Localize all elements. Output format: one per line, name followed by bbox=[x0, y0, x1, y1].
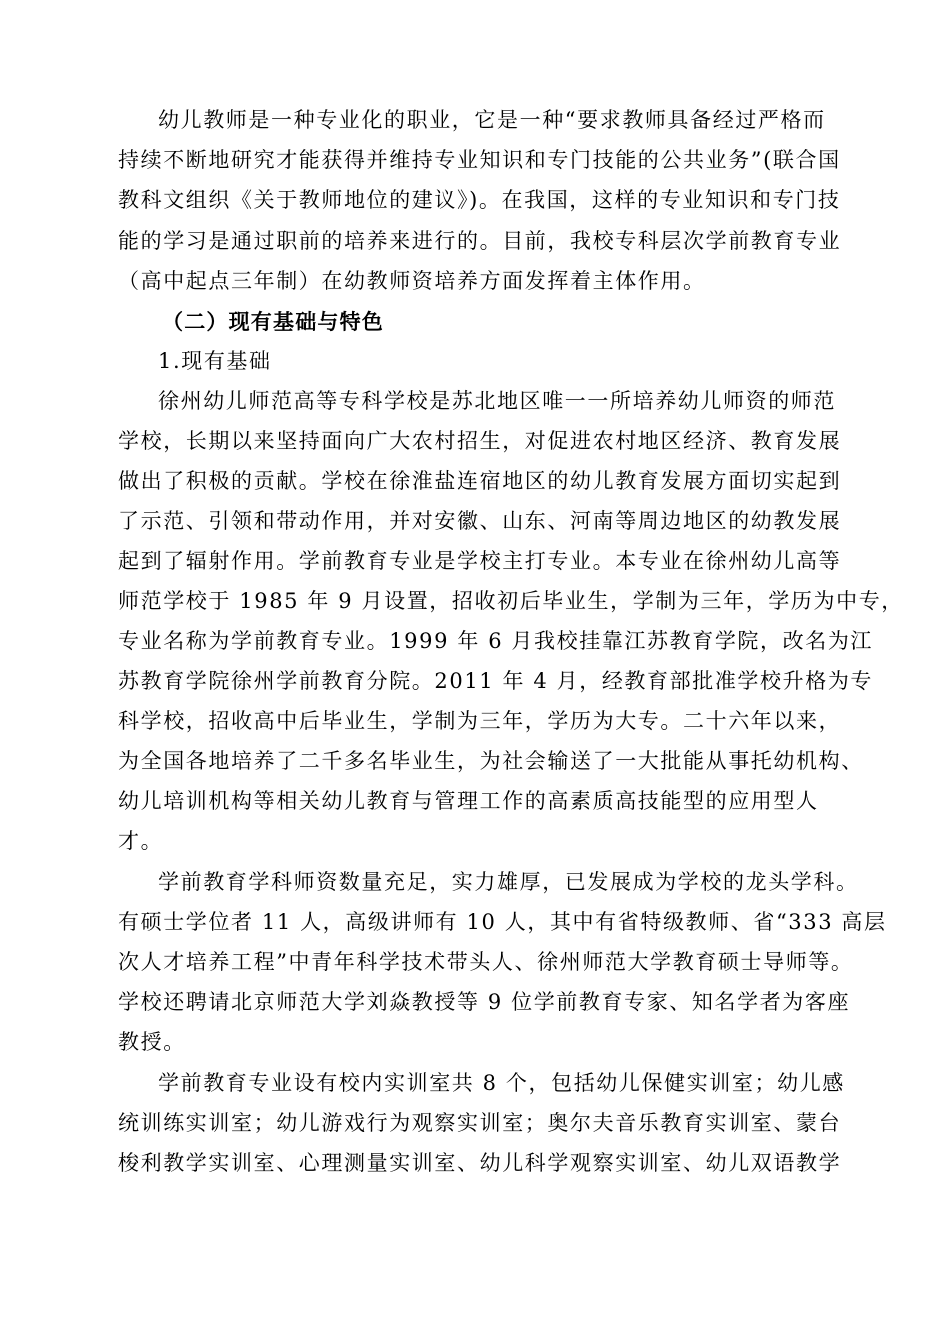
paragraph-line: 学校，长期以来坚持面向广大农村招生，对促进农村地区经济、教育发展 bbox=[118, 429, 842, 453]
paragraph-line: 能的学习是通过职前的培养来进行的。目前，我校专科层次学前教育专业 bbox=[118, 229, 842, 253]
paragraph-line: 徐州幼儿师范高等专科学校是苏北地区唯一一所培养幼儿师资的师范 bbox=[158, 389, 836, 413]
paragraph-line: （高中起点三年制）在幼教师资培养方面发挥着主体作用。 bbox=[118, 269, 706, 293]
paragraph-line: 教科文组织《关于教师地位的建议》)。在我国，这样的专业知识和专门技 bbox=[118, 188, 841, 212]
paragraph-line: 苏教育学院徐州学前教育分院。2011 年 4 月，经教育部批准学校升格为专 bbox=[118, 669, 874, 693]
paragraph-line: 科学校，招收高中后毕业生，学制为三年，学历为大专。二十六年以来， bbox=[118, 709, 842, 733]
paragraph-line: 教授。 bbox=[118, 1030, 186, 1054]
paragraph-line: 有硕士学位者 11 人，高级讲师有 10 人，其中有省特级教师、省“333 高层 bbox=[118, 910, 887, 934]
paragraph-line: 梭利教学实训室、心理测量实训室、幼儿科学观察实训室、幼儿双语教学 bbox=[118, 1151, 842, 1175]
paragraph-line: 学前教育学科师资数量充足，实力雄厚，已发展成为学校的龙头学科。 bbox=[158, 870, 859, 894]
paragraph-line: 起到了辐射作用。学前教育专业是学校主打专业。本专业在徐州幼儿高等 bbox=[118, 549, 842, 573]
paragraph-line: 次人才培养工程”中青年科学技术带头人、徐州师范大学教育硕士导师等。 bbox=[118, 950, 854, 974]
paragraph-line: 才。 bbox=[118, 829, 164, 853]
paragraph-line: 师范学校于 1985 年 9 月设置，招收初后毕业生，学制为三年，学历为中专， bbox=[118, 589, 904, 613]
paragraph-line: 统训练实训室；幼儿游戏行为观察实训室；奥尔夫音乐教育实训室、蒙台 bbox=[118, 1111, 842, 1135]
paragraph-line: 持续不断地研究才能获得并维持专业知识和专门技能的公共业务”(联合国 bbox=[118, 148, 841, 172]
paragraph-line: 学校还聘请北京师范大学刘焱教授等 9 位学前教育专家、知名学者为客座 bbox=[118, 990, 851, 1014]
paragraph-line: 做出了积极的贡献。学校在徐淮盐连宿地区的幼儿教育发展方面切实起到 bbox=[118, 469, 842, 493]
subsection-heading: 1.现有基础 bbox=[158, 349, 272, 373]
paragraph-line: 了示范、引领和带动作用，并对安徽、山东、河南等周边地区的幼教发展 bbox=[118, 509, 842, 533]
paragraph-line: 专业名称为学前教育专业。1999 年 6 月我校挂靠江苏教育学院，改名为江 bbox=[118, 629, 874, 653]
paragraph-line: 学前教育专业设有校内实训室共 8 个，包括幼儿保健实训室；幼儿感 bbox=[158, 1071, 845, 1095]
paragraph-line: 为全国各地培养了二千多名毕业生，为社会输送了一大批能从事托幼机构、 bbox=[118, 749, 864, 773]
section-heading: （二）现有基础与特色 bbox=[162, 309, 384, 334]
paragraph-line: 幼儿培训机构等相关幼儿教育与管理工作的高素质高技能型的应用型人 bbox=[118, 789, 819, 813]
paragraph-line: 幼儿教师是一种专业化的职业，它是一种“要求教师具备经过严格而 bbox=[158, 108, 826, 132]
